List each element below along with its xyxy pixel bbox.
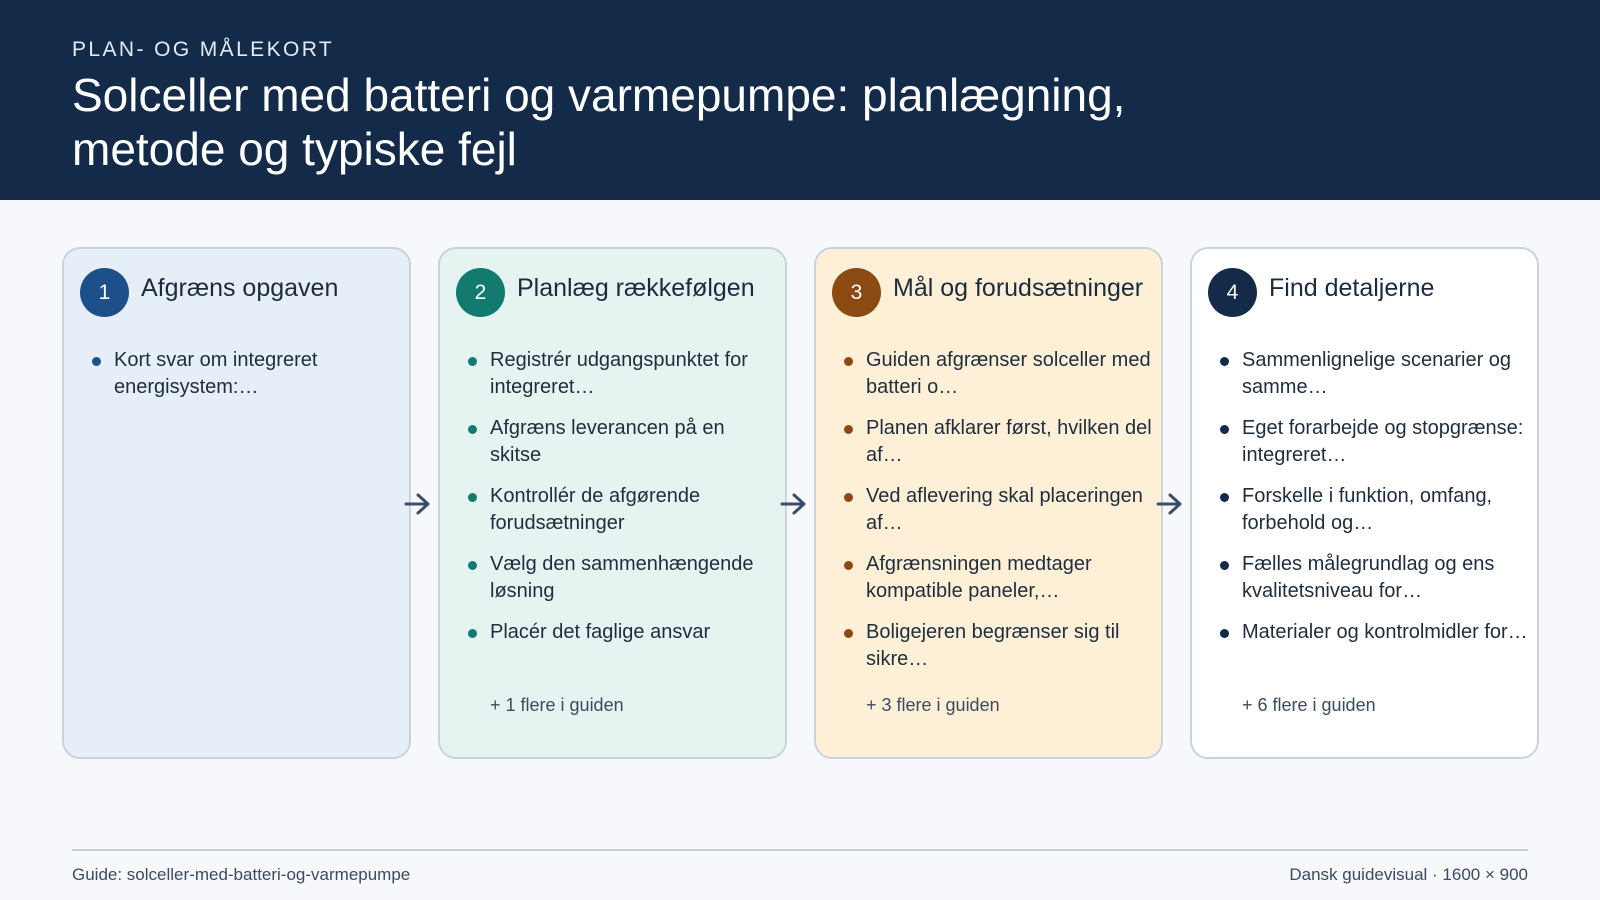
- step-card-4: [1190, 247, 1539, 759]
- list-item: [466, 483, 776, 537]
- list-item: [1218, 551, 1528, 605]
- list-item: [466, 415, 776, 469]
- header-kicker: PLAN- OG MÅLEKORT: [72, 38, 335, 61]
- step-title: Afgræns opgaven: [141, 274, 339, 302]
- step-number-badge: 3: [832, 268, 881, 317]
- bullet-dot-icon: [468, 357, 477, 366]
- list-item: [466, 551, 776, 605]
- list-item: [842, 347, 1152, 401]
- step-card-2: [438, 247, 787, 759]
- bullet-dot-icon: [468, 561, 477, 570]
- list-item: [1218, 483, 1528, 537]
- list-item-text: Planen afklarer først, hvilken del af…: [866, 417, 1152, 466]
- step-card-1: [62, 247, 411, 759]
- bullet-dot-icon: [468, 629, 477, 638]
- page-title: Solceller med batteri og varmepumpe: planlægning, metode og typiske fejl: [72, 69, 1126, 175]
- list-item: [466, 347, 776, 401]
- bullet-dot-icon: [1220, 357, 1229, 366]
- step-number-badge: 4: [1208, 268, 1257, 317]
- list-item: [842, 619, 1152, 673]
- list-item-text: Forskelle i funktion, omfang, forbehold og…: [1242, 485, 1493, 534]
- list-item-text: Vælg den sammenhængende løsning: [490, 553, 754, 602]
- list-item: [1218, 415, 1528, 469]
- step-title: Find detaljerne: [1269, 274, 1435, 302]
- bullet-dot-icon: [92, 357, 101, 366]
- bullet-dot-icon: [1220, 493, 1229, 502]
- list-item: [842, 415, 1152, 469]
- bullet-dot-icon: [844, 561, 853, 570]
- list-item: [842, 551, 1152, 605]
- more-in-guide-link[interactable]: + 6 flere i guiden: [1242, 695, 1376, 715]
- list-item-text: Kort svar om integreret energisystem:…: [114, 349, 318, 398]
- list-item-text: Ved aflevering skal placeringen af…: [866, 485, 1143, 534]
- bullet-dot-icon: [844, 629, 853, 638]
- list-item: [842, 483, 1152, 537]
- step-title: Mål og forudsætninger: [893, 274, 1144, 302]
- list-item-text: Kontrollér de afgørende forudsætninger: [490, 485, 701, 534]
- bullet-dot-icon: [844, 493, 853, 502]
- list-item-text: Placér det faglige ansvar: [490, 621, 711, 643]
- arrow-right-icon: [404, 492, 432, 516]
- more-in-guide-link[interactable]: + 3 flere i guiden: [866, 695, 1000, 715]
- bullet-dot-icon: [844, 357, 853, 366]
- step-title: Planlæg rækkefølgen: [517, 274, 755, 302]
- list-item-text: Boligejeren begrænser sig til sikre…: [866, 621, 1120, 670]
- step-item-list: [90, 347, 400, 415]
- footer-divider: [72, 849, 1528, 851]
- footer-meta: Dansk guidevisual · 1600 × 900: [1289, 865, 1528, 884]
- list-item: [1218, 619, 1528, 646]
- step-number-badge: 2: [456, 268, 505, 317]
- list-item-text: Afgrænsningen medtager kompatible paneler,…: [866, 553, 1092, 602]
- list-item: [1218, 347, 1528, 401]
- bullet-dot-icon: [468, 425, 477, 434]
- step-card-3: [814, 247, 1163, 759]
- bullet-dot-icon: [844, 425, 853, 434]
- list-item-text: Registrér udgangspunktet for integreret…: [490, 349, 748, 398]
- arrow-right-icon: [780, 492, 808, 516]
- more-in-guide-link[interactable]: + 1 flere i guiden: [490, 695, 624, 715]
- arrow-right-icon: [1156, 492, 1184, 516]
- step-item-list: [842, 347, 1152, 687]
- step-item-list: [1218, 347, 1528, 660]
- bullet-dot-icon: [1220, 561, 1229, 570]
- list-item-text: Fælles målegrundlag og ens kvalitetsniveau for…: [1242, 553, 1495, 602]
- bullet-dot-icon: [1220, 425, 1229, 434]
- list-item-text: Eget forarbejde og stopgrænse: integreret…: [1242, 417, 1524, 466]
- bullet-dot-icon: [468, 493, 477, 502]
- list-item-text: Materialer og kontrolmidler for…: [1242, 621, 1528, 643]
- list-item-text: Guiden afgrænser solceller med batteri o…: [866, 349, 1151, 398]
- list-item: [90, 347, 400, 401]
- list-item-text: Sammenlignelige scenarier og samme…: [1242, 349, 1512, 398]
- bullet-dot-icon: [1220, 629, 1229, 638]
- footer-guide-name: Guide: solceller-med-batteri-og-varmepumpe: [72, 865, 411, 884]
- step-item-list: [466, 347, 776, 660]
- list-item-text: Afgræns leverancen på en skitse: [490, 417, 725, 466]
- list-item: [466, 619, 776, 646]
- step-number-badge: 1: [80, 268, 129, 317]
- header-banner: [0, 0, 1600, 200]
